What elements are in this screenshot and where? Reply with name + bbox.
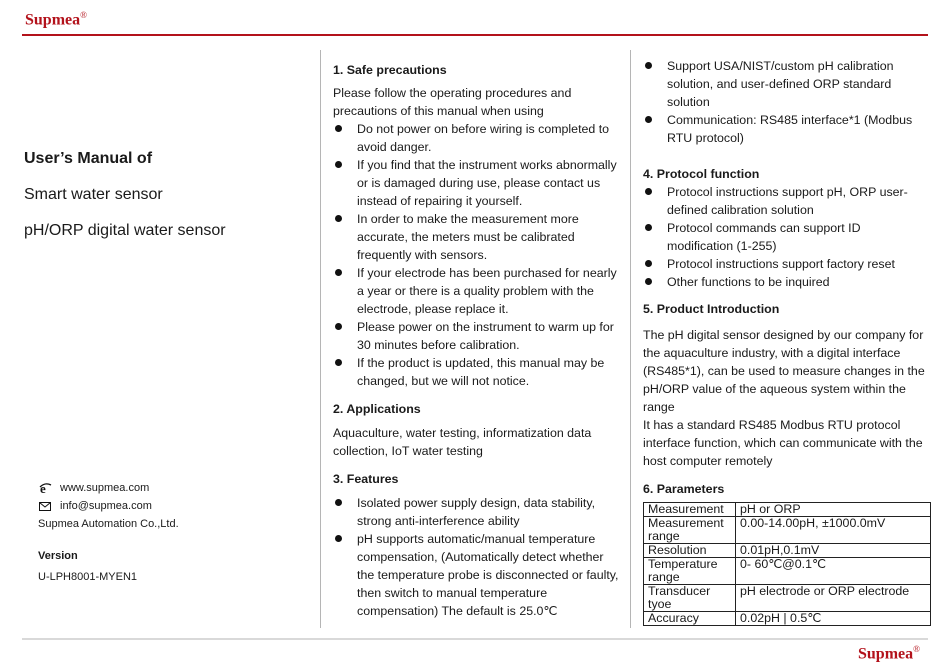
- list-item: If the product is updated, this manual may be changed, but we will not notice.: [333, 354, 621, 390]
- list-item: Protocol instructions support pH, ORP user-defined calibration solution: [643, 183, 930, 219]
- applications-heading: 2. Applications: [333, 402, 421, 416]
- list-item: If your electrode has been purchased for nearly a year or there is a quality problem with the electrode, please replace it.: [333, 264, 621, 318]
- brand-logo-top: [25, 6, 87, 29]
- protocol-list: [643, 183, 930, 291]
- column-divider-right: [630, 50, 631, 628]
- param-value: pH or ORP: [736, 503, 931, 517]
- list-item: Do not power on before wiring is completed to avoid danger.: [333, 120, 621, 156]
- table-row: [644, 558, 931, 585]
- safe-list: [333, 120, 621, 390]
- table-row: [644, 503, 931, 517]
- product-heading: 5. Product Introduction: [643, 302, 780, 316]
- parameters-heading: 6. Parameters: [643, 482, 725, 496]
- list-item: pH supports automatic/manual temperature compensation, (Automatically detect whether the temperature probe is disconnected or faulty, then switch to manual temperature compensation) The default is 25.0℃: [333, 530, 621, 620]
- brand-name: Supmea: [25, 11, 81, 29]
- browser-icon: [38, 481, 52, 495]
- list-item: Please power on the instrument to warm up for 30 minutes before calibration.: [333, 318, 621, 354]
- column-divider-left: [320, 50, 321, 628]
- company-name: Supmea Automation Co.,Ltd.: [38, 518, 179, 530]
- version-label: Version: [38, 550, 78, 562]
- website-row: [38, 479, 149, 497]
- header-divider: [22, 34, 928, 36]
- version-value: U-LPH8001-MYEN1: [38, 571, 138, 583]
- list-item: Support USA/NIST/custom pH calibration solution, and user-defined ORP standard solution: [643, 57, 930, 111]
- list-item: Protocol instructions support factory reset: [643, 255, 930, 273]
- param-value: 0.00-14.00pH, ±1000.0mV: [736, 517, 931, 544]
- product-paragraph-2: It has a standard RS485 Modbus RTU protocol interface function, which can communicate with the host computer remotely: [643, 418, 923, 468]
- manual-title: User’s Manual of: [24, 150, 153, 167]
- mail-icon: [38, 499, 52, 513]
- features-list-continued: [643, 57, 930, 147]
- brand-name: Supmea: [858, 645, 914, 663]
- product-subtitle: pH/ORP digital water sensor: [24, 222, 226, 239]
- protocol-heading: 4. Protocol function: [643, 167, 760, 181]
- table-row: [644, 544, 931, 558]
- applications-text: Aquaculture, water testing, informatization data collection, IoT water testing: [333, 426, 592, 458]
- param-name: Transducer tyoe: [644, 585, 736, 612]
- param-value: 0.02pH | 0.5℃: [736, 612, 931, 626]
- table-row: [644, 585, 931, 612]
- param-value: 0- 60℃@0.1℃: [736, 558, 931, 585]
- features-heading: 3. Features: [333, 472, 399, 486]
- middle-column: [333, 61, 621, 620]
- param-name: Measurement range: [644, 517, 736, 544]
- svg-text:e: e: [39, 481, 46, 495]
- param-name: Accuracy: [644, 612, 736, 626]
- email-row: [38, 497, 152, 515]
- brand-logo-bottom: [858, 640, 920, 663]
- website-link[interactable]: www.supmea.com: [60, 482, 150, 494]
- list-item: Isolated power supply design, data stability, strong anti-interference ability: [333, 494, 621, 530]
- param-name: Resolution: [644, 544, 736, 558]
- safe-intro: Please follow the operating procedures and precautions of this manual when using: [333, 86, 572, 118]
- product-name: Smart water sensor: [24, 186, 163, 203]
- footer-divider: [22, 638, 928, 640]
- table-row: [644, 612, 931, 626]
- features-list: [333, 494, 621, 620]
- right-column: [643, 57, 930, 626]
- email-link[interactable]: info@supmea.com: [60, 500, 152, 512]
- param-value: 0.01pH,0.1mV: [736, 544, 931, 558]
- list-item: Communication: RS485 interface*1 (Modbus RTU protocol): [643, 111, 930, 147]
- list-item: In order to make the measurement more accurate, the meters must be calibrated frequently with sensors.: [333, 210, 621, 264]
- table-row: [644, 517, 931, 544]
- param-name: Measurement: [644, 503, 736, 517]
- product-paragraph-1: The pH digital sensor designed by our company for the aquaculture industry, with a digital interface (RS485*1), can be used to measure changes in the pH/ORP value of the aqueous system within the range: [643, 328, 925, 414]
- safe-heading: 1. Safe precautions: [333, 63, 447, 77]
- list-item: If you find that the instrument works abnormally or is damaged during use, please contact us instead of repairing it yourself.: [333, 156, 621, 210]
- parameters-table: [643, 502, 931, 626]
- list-item: Other functions to be inquired: [643, 273, 930, 291]
- param-name: Temperature range: [644, 558, 736, 585]
- registered-mark: ®: [80, 10, 87, 20]
- list-item: Protocol commands can support ID modification (1-255): [643, 219, 930, 255]
- param-value: pH electrode or ORP electrode: [736, 585, 931, 612]
- registered-mark: ®: [913, 644, 920, 654]
